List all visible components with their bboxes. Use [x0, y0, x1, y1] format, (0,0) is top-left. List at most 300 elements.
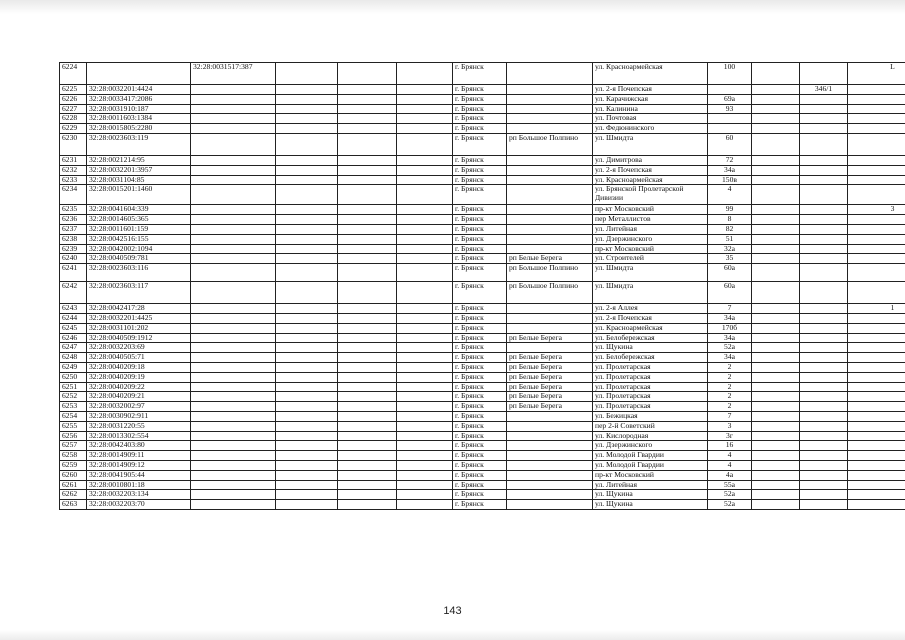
empty-cell: [338, 175, 397, 185]
house-number-cell: 7: [708, 411, 752, 421]
empty-cell: [338, 63, 397, 85]
apartment-cell: [800, 441, 848, 451]
cadastral-number-2-cell: [191, 165, 276, 175]
table-row: [60, 382, 905, 392]
street-cell: пер 2-й Советский: [593, 421, 708, 431]
extra-cell: L: [848, 63, 905, 85]
extra-cell: [848, 372, 905, 382]
cadastral-number-cell: 32:28:0032203:134: [87, 490, 191, 500]
empty-cell: [338, 353, 397, 363]
empty-cell: [338, 490, 397, 500]
row-number-cell: 6238: [60, 234, 87, 244]
row-number-cell: 6228: [60, 114, 87, 124]
cadastral-number-2-cell: [191, 185, 276, 205]
city-cell: г. Брянск: [453, 480, 507, 490]
empty-cell: [397, 175, 453, 185]
cadastral-number-cell: 32:28:0040209:22: [87, 382, 191, 392]
building-cell: [752, 323, 800, 333]
cadastral-number-cell: 32:28:0015201:1460: [87, 185, 191, 205]
extra-cell: [848, 244, 905, 254]
empty-cell: [397, 372, 453, 382]
register-rows: [60, 63, 905, 510]
row-number-cell: 6261: [60, 480, 87, 490]
house-number-cell: 2: [708, 392, 752, 402]
empty-cell: [338, 254, 397, 264]
house-number-cell: 16: [708, 441, 752, 451]
empty-cell: [276, 124, 338, 134]
apartment-cell: [800, 313, 848, 323]
building-cell: [752, 490, 800, 500]
empty-cell: [338, 313, 397, 323]
cadastral-number-2-cell: [191, 282, 276, 304]
settlement-cell: рп Белые Берега: [507, 254, 593, 264]
settlement-cell: рп Большое Полпино: [507, 282, 593, 304]
empty-cell: [397, 500, 453, 510]
cadastral-number-2-cell: [191, 402, 276, 412]
table-row: [60, 362, 905, 372]
table-row: [60, 63, 905, 85]
cadastral-number-cell: 32:28:0032201:4425: [87, 313, 191, 323]
settlement-cell: [507, 234, 593, 244]
cadastral-number-2-cell: 32:28:0031517:387: [191, 63, 276, 85]
table-row: [60, 411, 905, 421]
apartment-cell: [800, 234, 848, 244]
city-cell: г. Брянск: [453, 244, 507, 254]
empty-cell: [276, 411, 338, 421]
extra-cell: [848, 104, 905, 114]
cadastral-number-2-cell: [191, 215, 276, 225]
city-cell: г. Брянск: [453, 165, 507, 175]
table-row: [60, 392, 905, 402]
cadastral-number-2-cell: [191, 175, 276, 185]
cadastral-number-cell: 32:28:0040509:781: [87, 254, 191, 264]
cadastral-number-cell: 32:28:0014605:365: [87, 215, 191, 225]
page-number: 143: [443, 605, 462, 617]
register-table: [59, 62, 905, 510]
table-row: [60, 470, 905, 480]
empty-cell: [338, 451, 397, 461]
settlement-cell: [507, 451, 593, 461]
empty-cell: [338, 470, 397, 480]
city-cell: г. Брянск: [453, 382, 507, 392]
empty-cell: [276, 85, 338, 95]
cadastral-number-2-cell: [191, 264, 276, 282]
row-number-cell: 6262: [60, 490, 87, 500]
cadastral-number-2-cell: [191, 94, 276, 104]
apartment-cell: [800, 124, 848, 134]
table-row: [60, 124, 905, 134]
cadastral-number-2-cell: [191, 205, 276, 215]
scan-top-edge: [0, 0, 905, 14]
row-number-cell: 6242: [60, 282, 87, 304]
table-row: [60, 282, 905, 304]
building-cell: [752, 451, 800, 461]
city-cell: г. Брянск: [453, 353, 507, 363]
cadastral-number-cell: 32:28:0030902:911: [87, 411, 191, 421]
building-cell: [752, 114, 800, 124]
settlement-cell: [507, 500, 593, 510]
empty-cell: [276, 205, 338, 215]
table-row: [60, 441, 905, 451]
empty-cell: [276, 63, 338, 85]
table-row: [60, 244, 905, 254]
table-row: [60, 205, 905, 215]
empty-cell: [338, 282, 397, 304]
settlement-cell: [507, 470, 593, 480]
cadastral-number-2-cell: [191, 490, 276, 500]
table-row: [60, 431, 905, 441]
cadastral-number-cell: 32:28:0023603:117: [87, 282, 191, 304]
settlement-cell: [507, 165, 593, 175]
settlement-cell: рп Белые Берега: [507, 353, 593, 363]
cadastral-number-2-cell: [191, 155, 276, 165]
cadastral-number-2-cell: [191, 441, 276, 451]
building-cell: [752, 244, 800, 254]
cadastral-number-2-cell: [191, 333, 276, 343]
extra-cell: [848, 382, 905, 392]
extra-cell: 3: [848, 205, 905, 215]
house-number-cell: 72: [708, 155, 752, 165]
row-number-cell: 6260: [60, 470, 87, 480]
row-number-cell: 6231: [60, 155, 87, 165]
city-cell: г. Брянск: [453, 85, 507, 95]
apartment-cell: [800, 264, 848, 282]
cadastral-number-cell: 32:28:0041905:44: [87, 470, 191, 480]
cadastral-number-cell: 32:28:0040209:21: [87, 392, 191, 402]
cadastral-number-cell: 32:28:0031220:55: [87, 421, 191, 431]
cadastral-number-2-cell: [191, 313, 276, 323]
settlement-cell: [507, 224, 593, 234]
row-number-cell: 6258: [60, 451, 87, 461]
building-cell: [752, 333, 800, 343]
extra-cell: [848, 480, 905, 490]
row-number-cell: 6251: [60, 382, 87, 392]
row-number-cell: 6229: [60, 124, 87, 134]
building-cell: [752, 362, 800, 372]
city-cell: г. Брянск: [453, 411, 507, 421]
city-cell: г. Брянск: [453, 313, 507, 323]
extra-cell: [848, 333, 905, 343]
settlement-cell: рп Белые Берега: [507, 362, 593, 372]
row-number-cell: 6257: [60, 441, 87, 451]
row-number-cell: 6239: [60, 244, 87, 254]
city-cell: г. Брянск: [453, 441, 507, 451]
apartment-cell: [800, 215, 848, 225]
settlement-cell: [507, 185, 593, 205]
house-number-cell: [708, 124, 752, 134]
city-cell: г. Брянск: [453, 215, 507, 225]
settlement-cell: [507, 490, 593, 500]
table-row: [60, 94, 905, 104]
empty-cell: [276, 333, 338, 343]
empty-cell: [338, 480, 397, 490]
settlement-cell: [507, 94, 593, 104]
building-cell: [752, 392, 800, 402]
cadastral-number-cell: 32:28:0014909:12: [87, 460, 191, 470]
row-number-cell: 6248: [60, 353, 87, 363]
empty-cell: [397, 114, 453, 124]
cadastral-number-cell: 32:28:0040509:1912: [87, 333, 191, 343]
apartment-cell: [800, 133, 848, 155]
settlement-cell: [507, 313, 593, 323]
city-cell: г. Брянск: [453, 63, 507, 85]
empty-cell: [276, 282, 338, 304]
street-cell: ул. Пролетарская: [593, 392, 708, 402]
cadastral-number-2-cell: [191, 431, 276, 441]
house-number-cell: 8: [708, 215, 752, 225]
cadastral-number-2-cell: [191, 480, 276, 490]
extra-cell: [848, 500, 905, 510]
extra-cell: [848, 264, 905, 282]
city-cell: г. Брянск: [453, 392, 507, 402]
cadastral-number-2-cell: [191, 392, 276, 402]
street-cell: пр-кт Московский: [593, 470, 708, 480]
empty-cell: [397, 353, 453, 363]
empty-cell: [338, 165, 397, 175]
row-number-cell: 6253: [60, 402, 87, 412]
empty-cell: [397, 215, 453, 225]
house-number-cell: 69а: [708, 94, 752, 104]
empty-cell: [338, 264, 397, 282]
empty-cell: [276, 480, 338, 490]
cadastral-number-cell: 32:28:0042403:80: [87, 441, 191, 451]
house-number-cell: 2: [708, 382, 752, 392]
building-cell: [752, 234, 800, 244]
extra-cell: [848, 441, 905, 451]
empty-cell: [397, 224, 453, 234]
street-cell: пр-кт Московский: [593, 205, 708, 215]
table-row: [60, 114, 905, 124]
street-cell: ул. Белобережская: [593, 353, 708, 363]
empty-cell: [338, 155, 397, 165]
city-cell: г. Брянск: [453, 175, 507, 185]
street-cell: ул. Шмидта: [593, 133, 708, 155]
empty-cell: [397, 244, 453, 254]
city-cell: г. Брянск: [453, 304, 507, 314]
cadastral-number-cell: 32:28:0032201:4424: [87, 85, 191, 95]
building-cell: [752, 264, 800, 282]
building-cell: [752, 372, 800, 382]
row-number-cell: 6236: [60, 215, 87, 225]
street-cell: ул. Димитрова: [593, 155, 708, 165]
city-cell: г. Брянск: [453, 114, 507, 124]
table-row: [60, 451, 905, 461]
street-cell: ул. Белобережская: [593, 333, 708, 343]
empty-cell: [276, 244, 338, 254]
house-number-cell: 100: [708, 63, 752, 85]
building-cell: [752, 441, 800, 451]
settlement-cell: [507, 411, 593, 421]
apartment-cell: [800, 392, 848, 402]
empty-cell: [397, 85, 453, 95]
empty-cell: [276, 431, 338, 441]
extra-cell: [848, 234, 905, 244]
empty-cell: [276, 254, 338, 264]
empty-cell: [276, 392, 338, 402]
cadastral-number-cell: 32:28:0013302:554: [87, 431, 191, 441]
apartment-cell: [800, 362, 848, 372]
cadastral-number-2-cell: [191, 353, 276, 363]
row-number-cell: 6237: [60, 224, 87, 234]
apartment-cell: [800, 254, 848, 264]
building-cell: [752, 104, 800, 114]
empty-cell: [276, 490, 338, 500]
empty-cell: [397, 441, 453, 451]
empty-cell: [397, 282, 453, 304]
building-cell: [752, 500, 800, 510]
building-cell: [752, 124, 800, 134]
empty-cell: [338, 372, 397, 382]
table-row: [60, 402, 905, 412]
table-row: [60, 234, 905, 244]
apartment-cell: [800, 224, 848, 234]
cadastral-number-cell: 32:28:0011601:159: [87, 224, 191, 234]
row-number-cell: 6252: [60, 392, 87, 402]
apartment-cell: [800, 282, 848, 304]
apartment-cell: [800, 431, 848, 441]
extra-cell: [848, 94, 905, 104]
empty-cell: [338, 362, 397, 372]
settlement-cell: рп Белые Берега: [507, 372, 593, 382]
apartment-cell: [800, 244, 848, 254]
table-row: [60, 480, 905, 490]
empty-cell: [397, 63, 453, 85]
extra-cell: [848, 392, 905, 402]
cadastral-number-2-cell: [191, 133, 276, 155]
house-number-cell: 34а: [708, 353, 752, 363]
empty-cell: [397, 234, 453, 244]
extra-cell: [848, 490, 905, 500]
cadastral-number-cell: 32:28:0042417:28: [87, 304, 191, 314]
street-cell: ул. 2-я Аллея: [593, 304, 708, 314]
table-row: [60, 165, 905, 175]
apartment-cell: [800, 480, 848, 490]
cadastral-number-2-cell: [191, 254, 276, 264]
building-cell: [752, 402, 800, 412]
street-cell: ул. Красноармейская: [593, 175, 708, 185]
cadastral-number-cell: 32:28:0032201:3957: [87, 165, 191, 175]
empty-cell: [397, 205, 453, 215]
extra-cell: [848, 185, 905, 205]
apartment-cell: [800, 500, 848, 510]
building-cell: [752, 185, 800, 205]
city-cell: г. Брянск: [453, 460, 507, 470]
apartment-cell: [800, 155, 848, 165]
apartment-cell: [800, 323, 848, 333]
cadastral-number-2-cell: [191, 411, 276, 421]
street-cell: ул. Молодой Гвардии: [593, 451, 708, 461]
house-number-cell: 55а: [708, 480, 752, 490]
street-cell: ул. 2-я Почепская: [593, 85, 708, 95]
apartment-cell: [800, 175, 848, 185]
house-number-cell: 82: [708, 224, 752, 234]
house-number-cell: 51: [708, 234, 752, 244]
house-number-cell: 4а: [708, 470, 752, 480]
empty-cell: [276, 382, 338, 392]
house-number-cell: 32а: [708, 244, 752, 254]
empty-cell: [338, 421, 397, 431]
empty-cell: [338, 94, 397, 104]
extra-cell: [848, 224, 905, 234]
settlement-cell: [507, 114, 593, 124]
extra-cell: [848, 165, 905, 175]
empty-cell: [276, 353, 338, 363]
apartment-cell: [800, 333, 848, 343]
cadastral-number-2-cell: [191, 85, 276, 95]
empty-cell: [338, 185, 397, 205]
empty-cell: [276, 343, 338, 353]
house-number-cell: 99: [708, 205, 752, 215]
city-cell: г. Брянск: [453, 333, 507, 343]
apartment-cell: [800, 402, 848, 412]
cadastral-number-cell: 32:28:0010801:18: [87, 480, 191, 490]
house-number-cell: 2: [708, 372, 752, 382]
settlement-cell: рп Большое Полпино: [507, 264, 593, 282]
street-cell: ул. Пролетарская: [593, 372, 708, 382]
cadastral-number-cell: 32:28:0031101:202: [87, 323, 191, 333]
empty-cell: [338, 244, 397, 254]
row-number-cell: 6247: [60, 343, 87, 353]
empty-cell: [397, 155, 453, 165]
city-cell: г. Брянск: [453, 185, 507, 205]
empty-cell: [397, 382, 453, 392]
building-cell: [752, 94, 800, 104]
cadastral-number-2-cell: [191, 323, 276, 333]
apartment-cell: 346/1: [800, 85, 848, 95]
empty-cell: [397, 480, 453, 490]
settlement-cell: рп Белые Берега: [507, 382, 593, 392]
house-number-cell: [708, 114, 752, 124]
table-row: [60, 133, 905, 155]
empty-cell: [338, 224, 397, 234]
extra-cell: [848, 254, 905, 264]
extra-cell: [848, 323, 905, 333]
city-cell: г. Брянск: [453, 343, 507, 353]
empty-cell: [397, 94, 453, 104]
city-cell: г. Брянск: [453, 323, 507, 333]
settlement-cell: [507, 441, 593, 451]
apartment-cell: [800, 490, 848, 500]
apartment-cell: [800, 382, 848, 392]
city-cell: г. Брянск: [453, 94, 507, 104]
empty-cell: [276, 224, 338, 234]
street-cell: ул. 2-я Почепская: [593, 313, 708, 323]
house-number-cell: 150в: [708, 175, 752, 185]
empty-cell: [276, 264, 338, 282]
settlement-cell: рп Белые Берега: [507, 402, 593, 412]
empty-cell: [276, 175, 338, 185]
apartment-cell: [800, 411, 848, 421]
cadastral-number-2-cell: [191, 362, 276, 372]
empty-cell: [397, 185, 453, 205]
table-row: [60, 304, 905, 314]
apartment-cell: [800, 165, 848, 175]
empty-cell: [338, 104, 397, 114]
table-row: [60, 333, 905, 343]
empty-cell: [276, 372, 338, 382]
empty-cell: [397, 411, 453, 421]
empty-cell: [397, 104, 453, 114]
empty-cell: [338, 133, 397, 155]
cadastral-number-cell: 32:28:0032002:97: [87, 402, 191, 412]
empty-cell: [397, 264, 453, 282]
street-cell: ул. Калинина: [593, 104, 708, 114]
city-cell: г. Брянск: [453, 451, 507, 461]
row-number-cell: 6230: [60, 133, 87, 155]
row-number-cell: 6263: [60, 500, 87, 510]
building-cell: [752, 224, 800, 234]
street-cell: ул. Шмидта: [593, 282, 708, 304]
